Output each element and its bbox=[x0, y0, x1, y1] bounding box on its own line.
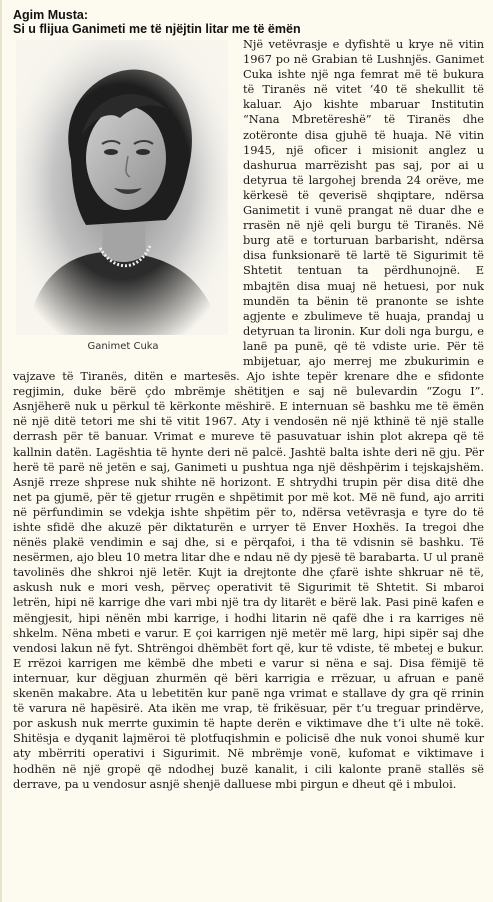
portrait-illustration bbox=[16, 40, 228, 335]
portrait-caption: Ganimet Cuka bbox=[87, 341, 159, 352]
article-title: Si u flijua Ganimeti me të njëjtin litar me të ëmën bbox=[13, 22, 301, 36]
article-author: Agim Musta: bbox=[13, 8, 88, 22]
article-body: Një vetëvrasje e dyfishtë u kryе në vitin 1967 po në Grabian të Lushnjës. Ganimet Cuka ishte një nga femrat më të bukura të Tiranës në vitet ’40 të shekullit të kaluar. Ajo kishte mbaruar Institutin “Nana Mbretëreshë” të Tiranës dhe zotëronte disa gjuhë të huaja. Në vitin 1945, një oficer i misionit anglez u dashurua marrëzisht pas saj, por ai u detyrua të largohej brenda 24 orëve, me kërkesë të qeverisë shqiptare, ndërsa Ganimetit i vunë prangat në duar dhe e rrasën në një qeli burgu të Tiranës. Në burg atë e torturuan barbarisht, ndërsa disa funksionarë të lartë të Sigurimit të Shtetit tentuan ta përdhunojnë. E mbajtën disa muaj në hetuesi, por nuk mundën ta bënin të pranonte se ishte agjente e zbulimeve të huaja, prandaj u detyruan ta lironin. Kur doli nga burgu, e lanë pa punë, që të vdiste urie. Për të mbijetuar, ajo merrej me zbukurimin e vajzave të Tiranës, ditën e martesës. Ajo ishte tepër krenare dhe e sfidonte regjimin, duke bërë çdo mbrëmje shëtitjen e saj në bulevardin “Zogu I”. Asnjëherë nuk u përkul të kërkonte mëshirë. E internuan së bashku me të ëmën në një ditë tetori me shi të vitit 1967. Aty i vendosën në një kthinë të një stalle derrash për të banuar. Vrimat e mureve të pasuvatuar ishin plot akrepa që të kallnin datën. Lagështia të hynte deri në palcë. Jashtë balta ishte deri në gju. Për herë të parë në jetën e saj, Ganimeti u pushtua nga një dëshpërim i tejskajshëm. Asnjë rreze shprese nuk shihte në horizont. E shtrydhi trupin për disa ditë dhe net pa gjumë, për të gjetur rrugën e shpëtimit por më kot. Më në fund, ajo arriti në përfundimin se vdekja ishte shpëtim për to, ndërsa vetëvrasja e tyre do të ishte sfidë dhe akuzë për diktaturën e urryer të Enver Hoxhës. Ia tregoi dhe nënës plakë vendimin e saj dhe, si e përqafoi, i tha të vdisnin së bashku. Të nesërmen, ajo bleu 10 metra litar dhe e ndau në dy pjesë të barabarta. U ul pranë tavolinës dhe shkroi një letër. Kujt ia drejtonte dhe çfarë ishte shkruar në të, askush nuk e mori vesh, përveç operativit të Sigurimit të Shtetit. Si mbaroi letrën, hipi në karrige dhe vari mbi një tra dy litarët e bërë lak. Pasi pinë kafen e mëngjesit, hipi nënën mbi karrige, i hodhi litarin në qafë dhe i ra karriges në shkelm. Nëna mbeti e varur. E çoi karrigen një metër më larg, hipi sipër saj dhe vendosi lakun në fyt. Shtrëngoi dhëmbët fort që, kur të vdiste, të mbetej e bukur. E rrëzoi karrigen me këmbë dhe mbeti e varur si nëna e saj. Disa fëmijë të internuar, kur dëgjuan zhurmën që bëri karrigia e rrëzuar, u afruan e panë skenën makabre. Ata u lebetitën kur panë nga vrimat e stallave dy gra që rrinin të varura në hapësirë. Ata ikën me vrap, të frikësuar, për t’u treguar prindërve, por askush nuk merrte guximin të hapte derën e viktimave dhe t’i ulte në tokë. Shitësja e dyqanit lajmëroi të plotfuqishmin e policisë dhe nuk vonoi shumë kur aty mbërriti operativi i Sigurimit. Në mbrëmje vonë, kufomat e viktimave i hodhën në një gropë që ndodhej buzë kanalit, i cili kalonte pranë stallës së derrave, pa u vendosur asnjë shenjë dalluese mbi pirgun e dheut që i mbuloi. bbox=[13, 37, 484, 791]
portrait-figure bbox=[13, 40, 233, 352]
article-header bbox=[13, 8, 484, 37]
portrait-photo bbox=[16, 40, 228, 335]
